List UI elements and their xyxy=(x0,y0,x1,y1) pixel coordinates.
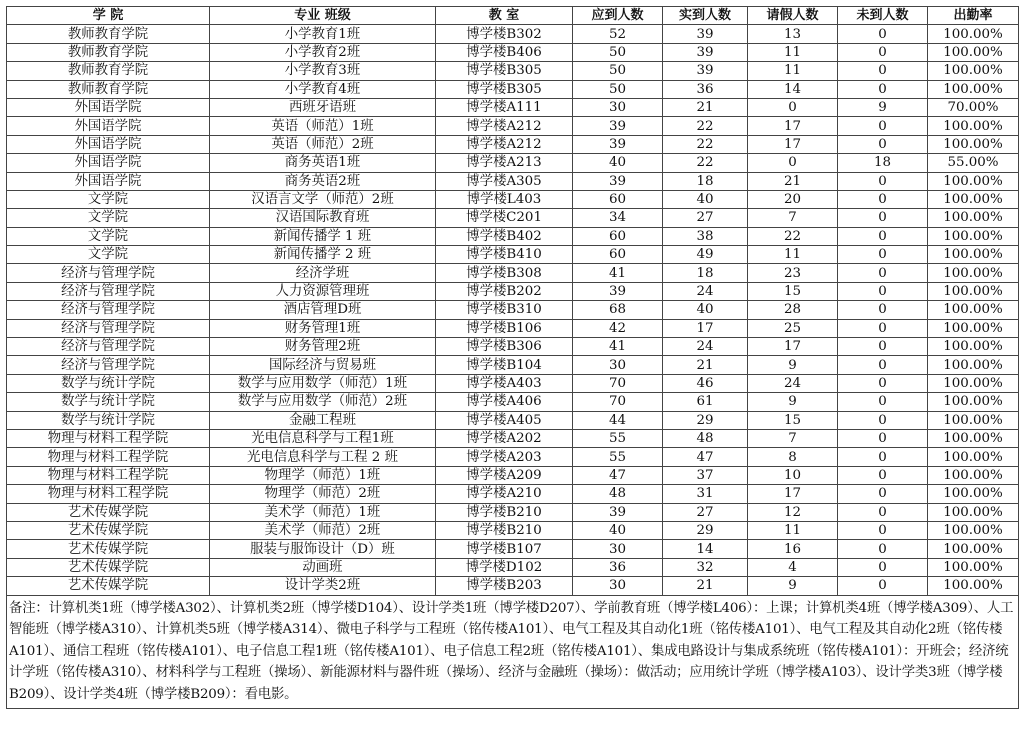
present-cell: 21 xyxy=(663,577,748,595)
leave-cell: 7 xyxy=(748,429,838,447)
table-row xyxy=(7,485,1019,503)
header-classroom: 教 室 xyxy=(436,7,573,25)
class-cell: 国际经济与贸易班 xyxy=(210,356,436,374)
expected-cell: 60 xyxy=(573,227,663,245)
classroom-cell: 博学楼A111 xyxy=(436,98,573,116)
rate-cell: 100.00% xyxy=(928,393,1019,411)
present-cell: 32 xyxy=(663,558,748,576)
college-cell: 物理与材料工程学院 xyxy=(7,448,210,466)
rate-cell: 100.00% xyxy=(928,282,1019,300)
college-cell: 数学与统计学院 xyxy=(7,411,210,429)
table-row xyxy=(7,301,1019,319)
table-row xyxy=(7,411,1019,429)
classroom-cell: 博学楼B107 xyxy=(436,540,573,558)
classroom-cell: 博学楼B306 xyxy=(436,338,573,356)
college-cell: 艺术传媒学院 xyxy=(7,577,210,595)
present-cell: 37 xyxy=(663,466,748,484)
class-cell: 小学教育1班 xyxy=(210,25,436,43)
expected-cell: 70 xyxy=(573,374,663,392)
classroom-cell: 博学楼A202 xyxy=(436,429,573,447)
class-cell: 小学教育4班 xyxy=(210,80,436,98)
classroom-cell: 博学楼A212 xyxy=(436,117,573,135)
rate-cell: 100.00% xyxy=(928,80,1019,98)
present-cell: 47 xyxy=(663,448,748,466)
table-row xyxy=(7,43,1019,61)
leave-cell: 7 xyxy=(748,209,838,227)
classroom-cell: 博学楼B203 xyxy=(436,577,573,595)
table-row xyxy=(7,448,1019,466)
rate-cell: 100.00% xyxy=(928,448,1019,466)
college-cell: 经济与管理学院 xyxy=(7,301,210,319)
absent-cell: 0 xyxy=(838,577,928,595)
table-row xyxy=(7,521,1019,539)
table-row xyxy=(7,319,1019,337)
present-cell: 17 xyxy=(663,319,748,337)
present-cell: 61 xyxy=(663,393,748,411)
table-row xyxy=(7,338,1019,356)
table-row xyxy=(7,62,1019,80)
rate-cell: 100.00% xyxy=(928,411,1019,429)
expected-cell: 34 xyxy=(573,209,663,227)
table-row xyxy=(7,209,1019,227)
class-cell: 美术学（师范）2班 xyxy=(210,521,436,539)
class-cell: 西班牙语班 xyxy=(210,98,436,116)
classroom-cell: 博学楼B308 xyxy=(436,264,573,282)
classroom-cell: 博学楼B310 xyxy=(436,301,573,319)
leave-cell: 9 xyxy=(748,356,838,374)
present-cell: 40 xyxy=(663,190,748,208)
college-cell: 数学与统计学院 xyxy=(7,393,210,411)
expected-cell: 52 xyxy=(573,25,663,43)
expected-cell: 30 xyxy=(573,98,663,116)
rate-cell: 100.00% xyxy=(928,338,1019,356)
college-cell: 经济与管理学院 xyxy=(7,319,210,337)
rate-cell: 100.00% xyxy=(928,135,1019,153)
classroom-cell: 博学楼A209 xyxy=(436,466,573,484)
college-cell: 文学院 xyxy=(7,227,210,245)
class-cell: 小学教育3班 xyxy=(210,62,436,80)
present-cell: 49 xyxy=(663,246,748,264)
present-cell: 36 xyxy=(663,80,748,98)
absent-cell: 0 xyxy=(838,338,928,356)
absent-cell: 0 xyxy=(838,25,928,43)
expected-cell: 42 xyxy=(573,319,663,337)
rate-cell: 100.00% xyxy=(928,577,1019,595)
absent-cell: 9 xyxy=(838,98,928,116)
classroom-cell: 博学楼B302 xyxy=(436,25,573,43)
expected-cell: 60 xyxy=(573,190,663,208)
table-row xyxy=(7,135,1019,153)
header-college: 学 院 xyxy=(7,7,210,25)
college-cell: 外国语学院 xyxy=(7,154,210,172)
class-cell: 财务管理2班 xyxy=(210,338,436,356)
present-cell: 27 xyxy=(663,209,748,227)
absent-cell: 0 xyxy=(838,62,928,80)
leave-cell: 12 xyxy=(748,503,838,521)
leave-cell: 4 xyxy=(748,558,838,576)
rate-cell: 100.00% xyxy=(928,264,1019,282)
college-cell: 艺术传媒学院 xyxy=(7,558,210,576)
rate-cell: 55.00% xyxy=(928,154,1019,172)
attendance-sheet xyxy=(6,6,1018,709)
class-cell: 光电信息科学与工程 2 班 xyxy=(210,448,436,466)
classroom-cell: 博学楼B406 xyxy=(436,43,573,61)
leave-cell: 17 xyxy=(748,135,838,153)
table-row xyxy=(7,558,1019,576)
absent-cell: 0 xyxy=(838,117,928,135)
classroom-cell: 博学楼B210 xyxy=(436,521,573,539)
expected-cell: 44 xyxy=(573,411,663,429)
absent-cell: 0 xyxy=(838,540,928,558)
classroom-cell: 博学楼A305 xyxy=(436,172,573,190)
expected-cell: 47 xyxy=(573,466,663,484)
table-row xyxy=(7,356,1019,374)
rate-cell: 100.00% xyxy=(928,485,1019,503)
classroom-cell: 博学楼B106 xyxy=(436,319,573,337)
absent-cell: 0 xyxy=(838,43,928,61)
rate-cell: 100.00% xyxy=(928,246,1019,264)
absent-cell: 0 xyxy=(838,558,928,576)
class-cell: 财务管理1班 xyxy=(210,319,436,337)
class-cell: 服装与服饰设计（D）班 xyxy=(210,540,436,558)
leave-cell: 24 xyxy=(748,374,838,392)
college-cell: 物理与材料工程学院 xyxy=(7,429,210,447)
expected-cell: 39 xyxy=(573,117,663,135)
leave-cell: 0 xyxy=(748,154,838,172)
classroom-cell: 博学楼D102 xyxy=(436,558,573,576)
rate-cell: 100.00% xyxy=(928,301,1019,319)
leave-cell: 15 xyxy=(748,411,838,429)
table-row xyxy=(7,154,1019,172)
present-cell: 18 xyxy=(663,172,748,190)
college-cell: 经济与管理学院 xyxy=(7,264,210,282)
college-cell: 数学与统计学院 xyxy=(7,374,210,392)
absent-cell: 0 xyxy=(838,356,928,374)
rate-cell: 100.00% xyxy=(928,356,1019,374)
class-cell: 人力资源管理班 xyxy=(210,282,436,300)
present-cell: 21 xyxy=(663,98,748,116)
college-cell: 物理与材料工程学院 xyxy=(7,466,210,484)
leave-cell: 23 xyxy=(748,264,838,282)
present-cell: 39 xyxy=(663,62,748,80)
classroom-cell: 博学楼B202 xyxy=(436,282,573,300)
college-cell: 艺术传媒学院 xyxy=(7,521,210,539)
rate-cell: 100.00% xyxy=(928,117,1019,135)
rate-cell: 100.00% xyxy=(928,429,1019,447)
absent-cell: 0 xyxy=(838,411,928,429)
table-row xyxy=(7,393,1019,411)
table-row xyxy=(7,466,1019,484)
table-row xyxy=(7,117,1019,135)
leave-cell: 10 xyxy=(748,466,838,484)
college-cell: 外国语学院 xyxy=(7,135,210,153)
expected-cell: 40 xyxy=(573,521,663,539)
expected-cell: 30 xyxy=(573,577,663,595)
classroom-cell: 博学楼A203 xyxy=(436,448,573,466)
college-cell: 教师教育学院 xyxy=(7,43,210,61)
leave-cell: 9 xyxy=(748,577,838,595)
class-cell: 动画班 xyxy=(210,558,436,576)
table-row xyxy=(7,503,1019,521)
rate-cell: 100.00% xyxy=(928,62,1019,80)
header-expected: 应到人数 xyxy=(573,7,663,25)
absent-cell: 0 xyxy=(838,448,928,466)
header-attendance-rate: 出勤率 xyxy=(928,7,1019,25)
college-cell: 艺术传媒学院 xyxy=(7,540,210,558)
absent-cell: 0 xyxy=(838,246,928,264)
classroom-cell: 博学楼B410 xyxy=(436,246,573,264)
present-cell: 38 xyxy=(663,227,748,245)
present-cell: 27 xyxy=(663,503,748,521)
rate-cell: 100.00% xyxy=(928,374,1019,392)
class-cell: 数学与应用数学（师范）2班 xyxy=(210,393,436,411)
college-cell: 外国语学院 xyxy=(7,117,210,135)
absent-cell: 0 xyxy=(838,209,928,227)
expected-cell: 39 xyxy=(573,503,663,521)
rate-cell: 100.00% xyxy=(928,521,1019,539)
rate-cell: 100.00% xyxy=(928,227,1019,245)
leave-cell: 13 xyxy=(748,25,838,43)
absent-cell: 0 xyxy=(838,282,928,300)
expected-cell: 41 xyxy=(573,338,663,356)
present-cell: 24 xyxy=(663,282,748,300)
absent-cell: 0 xyxy=(838,429,928,447)
class-cell: 美术学（师范）1班 xyxy=(210,503,436,521)
class-cell: 商务英语1班 xyxy=(210,154,436,172)
classroom-cell: 博学楼A212 xyxy=(436,135,573,153)
leave-cell: 15 xyxy=(748,282,838,300)
college-cell: 文学院 xyxy=(7,190,210,208)
present-cell: 22 xyxy=(663,135,748,153)
college-cell: 经济与管理学院 xyxy=(7,338,210,356)
leave-cell: 17 xyxy=(748,338,838,356)
college-cell: 教师教育学院 xyxy=(7,25,210,43)
table-body xyxy=(7,25,1019,595)
expected-cell: 36 xyxy=(573,558,663,576)
expected-cell: 70 xyxy=(573,393,663,411)
expected-cell: 39 xyxy=(573,135,663,153)
college-cell: 艺术传媒学院 xyxy=(7,503,210,521)
leave-cell: 11 xyxy=(748,246,838,264)
leave-cell: 22 xyxy=(748,227,838,245)
classroom-cell: 博学楼B305 xyxy=(436,62,573,80)
class-cell: 酒店管理D班 xyxy=(210,301,436,319)
rate-cell: 100.00% xyxy=(928,190,1019,208)
absent-cell: 0 xyxy=(838,319,928,337)
leave-cell: 17 xyxy=(748,117,838,135)
table-row xyxy=(7,374,1019,392)
header-absent: 未到人数 xyxy=(838,7,928,25)
header-major-class: 专业 班级 xyxy=(210,7,436,25)
classroom-cell: 博学楼B402 xyxy=(436,227,573,245)
college-cell: 教师教育学院 xyxy=(7,80,210,98)
present-cell: 21 xyxy=(663,356,748,374)
present-cell: 22 xyxy=(663,154,748,172)
table-row xyxy=(7,80,1019,98)
class-cell: 物理学（师范）1班 xyxy=(210,466,436,484)
table-row xyxy=(7,282,1019,300)
expected-cell: 39 xyxy=(573,282,663,300)
expected-cell: 50 xyxy=(573,62,663,80)
leave-cell: 11 xyxy=(748,43,838,61)
classroom-cell: 博学楼C201 xyxy=(436,209,573,227)
attendance-table xyxy=(6,6,1019,709)
leave-cell: 16 xyxy=(748,540,838,558)
absent-cell: 0 xyxy=(838,172,928,190)
college-cell: 经济与管理学院 xyxy=(7,282,210,300)
expected-cell: 30 xyxy=(573,356,663,374)
absent-cell: 0 xyxy=(838,190,928,208)
classroom-cell: 博学楼A403 xyxy=(436,374,573,392)
college-cell: 外国语学院 xyxy=(7,98,210,116)
table-row xyxy=(7,98,1019,116)
present-cell: 40 xyxy=(663,301,748,319)
class-cell: 物理学（师范）2班 xyxy=(210,485,436,503)
header-leave: 请假人数 xyxy=(748,7,838,25)
classroom-cell: 博学楼B104 xyxy=(436,356,573,374)
absent-cell: 0 xyxy=(838,135,928,153)
absent-cell: 0 xyxy=(838,374,928,392)
note-row xyxy=(7,595,1019,709)
rate-cell: 100.00% xyxy=(928,209,1019,227)
table-row xyxy=(7,264,1019,282)
leave-cell: 9 xyxy=(748,393,838,411)
classroom-cell: 博学楼L403 xyxy=(436,190,573,208)
absent-cell: 18 xyxy=(838,154,928,172)
classroom-cell: 博学楼A406 xyxy=(436,393,573,411)
leave-cell: 17 xyxy=(748,485,838,503)
absent-cell: 0 xyxy=(838,80,928,98)
present-cell: 14 xyxy=(663,540,748,558)
class-cell: 经济学班 xyxy=(210,264,436,282)
college-cell: 文学院 xyxy=(7,209,210,227)
present-cell: 39 xyxy=(663,43,748,61)
leave-cell: 25 xyxy=(748,319,838,337)
absent-cell: 0 xyxy=(838,264,928,282)
absent-cell: 0 xyxy=(838,521,928,539)
table-row xyxy=(7,577,1019,595)
class-cell: 光电信息科学与工程1班 xyxy=(210,429,436,447)
expected-cell: 41 xyxy=(573,264,663,282)
present-cell: 39 xyxy=(663,25,748,43)
college-cell: 经济与管理学院 xyxy=(7,356,210,374)
absent-cell: 0 xyxy=(838,503,928,521)
present-cell: 24 xyxy=(663,338,748,356)
rate-cell: 100.00% xyxy=(928,558,1019,576)
college-cell: 外国语学院 xyxy=(7,172,210,190)
table-row xyxy=(7,190,1019,208)
present-cell: 46 xyxy=(663,374,748,392)
expected-cell: 60 xyxy=(573,246,663,264)
class-cell: 设计学类2班 xyxy=(210,577,436,595)
table-row xyxy=(7,429,1019,447)
header-row xyxy=(7,7,1019,25)
expected-cell: 39 xyxy=(573,172,663,190)
present-cell: 48 xyxy=(663,429,748,447)
remarks-note: 备注：计算机类1班（博学楼A302）、计算机类2班（博学楼D104）、设计学类1班（博学楼D207）、学前教育班（博学楼L406）：上课；计算机类4班（博学楼A309）、人工智能班（博学楼A310）、计算机类5班（博学楼A314）、微电子科学与工程班（铭传楼A101）、电气工程及其自动化1班（铭传楼A101）、电气工程及其自动化2班（铭传楼A101）、通信工程班（铭传楼A101）、电子信息工程1班（铭传楼A101）、电子信息工程2班（铭传楼A101）、集成电路设计与集成系统班（铭传楼A101）：开班会；经济统计学班（铭传楼A310）、材料科学与工程班（操场）、新能源材料与器件班（操场）、经济与金融班（操场）：做活动；应用统计学班（博学楼A103）、设计学类3班（博学楼B209）、设计学类4班（博学楼B209）：看电影。 xyxy=(7,595,1019,709)
absent-cell: 0 xyxy=(838,393,928,411)
classroom-cell: 博学楼B305 xyxy=(436,80,573,98)
rate-cell: 100.00% xyxy=(928,172,1019,190)
leave-cell: 11 xyxy=(748,62,838,80)
rate-cell: 100.00% xyxy=(928,25,1019,43)
class-cell: 英语（师范）1班 xyxy=(210,117,436,135)
absent-cell: 0 xyxy=(838,485,928,503)
expected-cell: 40 xyxy=(573,154,663,172)
present-cell: 22 xyxy=(663,117,748,135)
college-cell: 文学院 xyxy=(7,246,210,264)
leave-cell: 21 xyxy=(748,172,838,190)
leave-cell: 28 xyxy=(748,301,838,319)
expected-cell: 55 xyxy=(573,429,663,447)
rate-cell: 100.00% xyxy=(928,319,1019,337)
header-present: 实到人数 xyxy=(663,7,748,25)
rate-cell: 100.00% xyxy=(928,503,1019,521)
rate-cell: 70.00% xyxy=(928,98,1019,116)
expected-cell: 55 xyxy=(573,448,663,466)
expected-cell: 68 xyxy=(573,301,663,319)
classroom-cell: 博学楼A210 xyxy=(436,485,573,503)
rate-cell: 100.00% xyxy=(928,43,1019,61)
rate-cell: 100.00% xyxy=(928,466,1019,484)
present-cell: 29 xyxy=(663,521,748,539)
class-cell: 小学教育2班 xyxy=(210,43,436,61)
class-cell: 金融工程班 xyxy=(210,411,436,429)
classroom-cell: 博学楼A405 xyxy=(436,411,573,429)
leave-cell: 0 xyxy=(748,98,838,116)
class-cell: 汉语国际教育班 xyxy=(210,209,436,227)
class-cell: 英语（师范）2班 xyxy=(210,135,436,153)
absent-cell: 0 xyxy=(838,301,928,319)
table-row xyxy=(7,540,1019,558)
class-cell: 商务英语2班 xyxy=(210,172,436,190)
class-cell: 新闻传播学 2 班 xyxy=(210,246,436,264)
leave-cell: 8 xyxy=(748,448,838,466)
table-row xyxy=(7,227,1019,245)
rate-cell: 100.00% xyxy=(928,540,1019,558)
leave-cell: 14 xyxy=(748,80,838,98)
table-row xyxy=(7,25,1019,43)
expected-cell: 50 xyxy=(573,43,663,61)
college-cell: 物理与材料工程学院 xyxy=(7,485,210,503)
absent-cell: 0 xyxy=(838,227,928,245)
table-row xyxy=(7,172,1019,190)
classroom-cell: 博学楼B210 xyxy=(436,503,573,521)
table-row xyxy=(7,246,1019,264)
present-cell: 18 xyxy=(663,264,748,282)
present-cell: 31 xyxy=(663,485,748,503)
expected-cell: 48 xyxy=(573,485,663,503)
expected-cell: 30 xyxy=(573,540,663,558)
present-cell: 29 xyxy=(663,411,748,429)
classroom-cell: 博学楼A213 xyxy=(436,154,573,172)
expected-cell: 50 xyxy=(573,80,663,98)
class-cell: 数学与应用数学（师范）1班 xyxy=(210,374,436,392)
leave-cell: 11 xyxy=(748,521,838,539)
leave-cell: 20 xyxy=(748,190,838,208)
college-cell: 教师教育学院 xyxy=(7,62,210,80)
class-cell: 新闻传播学 1 班 xyxy=(210,227,436,245)
class-cell: 汉语言文学（师范）2班 xyxy=(210,190,436,208)
absent-cell: 0 xyxy=(838,466,928,484)
